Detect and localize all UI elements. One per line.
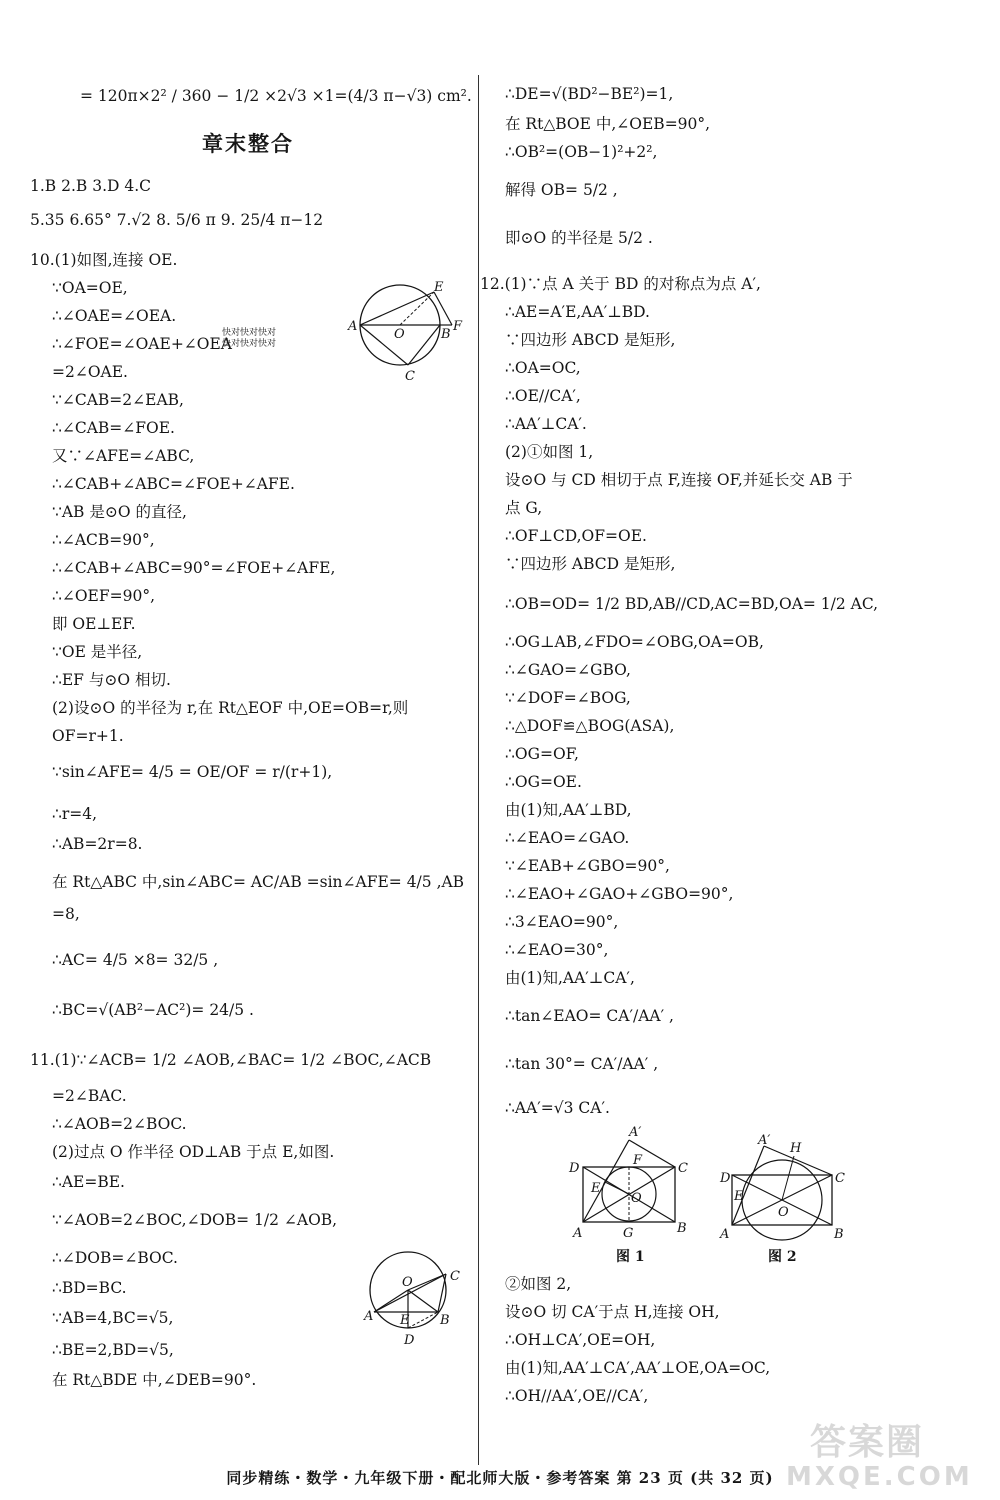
figure-2-caption: 图 2	[768, 1249, 797, 1265]
answer-line: ∴OA=OC,	[505, 359, 581, 377]
answer-line: (2)过点 O 作半径 OD⊥AB 于点 E,如图.	[52, 1143, 335, 1161]
answer-line: ∴OH⊥CA′,OE=OH,	[505, 1331, 656, 1349]
point-label: A	[348, 319, 358, 334]
answer-line: ∴OB=OD= 1/2 BD,AB//CD,AC=BD,OA= 1/2 AC,	[505, 595, 879, 613]
answer-line: (2)设⊙O 的半径为 r,在 Rt△EOF 中,OE=OB=r,则	[52, 699, 409, 717]
answer-line: ∵AB 是⊙O 的直径,	[52, 503, 187, 521]
answer-line: 在 Rt△BOE 中,∠OEB=90°,	[505, 115, 711, 133]
point-label: C	[450, 1269, 460, 1284]
answer-line: ∴OH//AA′,OE//CA′,	[505, 1387, 649, 1405]
answer-line: ∴∠EAO=30°,	[505, 941, 609, 959]
point-label: E	[591, 1181, 601, 1196]
circle-chord-figure	[360, 1250, 470, 1355]
answer-line: ∵sin∠AFE= 4/5 = OE/OF = r/(r+1),	[52, 763, 333, 781]
answer-line: =2∠BAC.	[52, 1087, 127, 1105]
answer-line: ∴OE//CA′,	[505, 387, 581, 405]
site-watermark	[772, 1414, 982, 1494]
point-label: A	[720, 1227, 730, 1242]
watermark-url: MXQE.COM	[786, 1462, 973, 1492]
answer-line: ∴∠GAO=∠GBO,	[505, 661, 631, 679]
point-label: A′	[629, 1125, 642, 1140]
answer-line: ∵四边形 ABCD 是矩形,	[505, 555, 676, 573]
answer-line: 由(1)知,AA′⊥CA′,	[505, 969, 635, 987]
answer-line: ∴∠DOB=∠BOC.	[52, 1249, 178, 1267]
point-label: F	[633, 1153, 643, 1168]
answer-line: ②如图 2,	[505, 1275, 572, 1293]
point-label: B	[834, 1227, 844, 1242]
answer-line: ∵∠CAB=2∠EAB,	[52, 391, 184, 409]
answer-line: 在 Rt△BDE 中,∠DEB=90°.	[52, 1371, 257, 1389]
answer-line: 点 G,	[505, 499, 543, 517]
point-label: C	[835, 1171, 845, 1186]
column-divider	[478, 75, 479, 1465]
figure-1-rectangle-circle	[565, 1122, 700, 1242]
answer-line: 5.35 6.65° 7.√2 8. 5/6 π 9. 25/4 π−12	[30, 211, 324, 229]
point-label: B	[677, 1221, 687, 1236]
answer-line: ∴△DOF≌△BOG(ASA),	[505, 717, 675, 735]
answer-line: ∵∠DOF=∠BOG,	[505, 689, 631, 707]
answer-line: ∴∠CAB+∠ABC=90°=∠FOE+∠AFE,	[52, 559, 336, 577]
answer-line: ∴OG⊥AB,∠FDO=∠OBG,OA=OB,	[505, 633, 764, 651]
page-footer: 同步精练・数学・九年级下册・配北师大版・参考答案 第 23 页 (共 32 页)	[226, 1469, 774, 1487]
point-label: G	[623, 1226, 634, 1241]
answer-line: ∴∠CAB+∠ABC=∠FOE+∠AFE.	[52, 475, 295, 493]
answer-line: ∴AA′⊥CA′.	[505, 415, 587, 433]
circle-tangent-figure	[340, 280, 470, 385]
answer-line: 由(1)知,AA′⊥BD,	[505, 801, 632, 819]
answer-line: ∴DE=√(BD²−BE²)=1,	[505, 85, 674, 103]
answer-line: ∴∠EAO=∠GAO.	[505, 829, 630, 847]
answer-line: ∴r=4,	[52, 805, 98, 823]
answer-line: ∴∠EAO+∠GAO+∠GBO=90°,	[505, 885, 734, 903]
answer-line: 又∵∠AFE=∠ABC,	[52, 447, 195, 465]
answer-line: 12.(1)∵点 A 关于 BD 的对称点为点 A′,	[480, 275, 761, 293]
point-label: O	[394, 327, 405, 342]
point-label: A	[573, 1226, 583, 1241]
answer-line: ∴BE=2,BD=√5,	[52, 1341, 174, 1359]
answer-line: ∴EF 与⊙O 相切.	[52, 671, 171, 689]
point-label: H	[790, 1141, 802, 1156]
point-label: E	[734, 1189, 744, 1204]
section-title: 章末整合	[202, 131, 294, 156]
point-label: O	[778, 1205, 789, 1220]
point-label: E	[434, 280, 444, 295]
point-label: D	[569, 1161, 580, 1176]
answer-line: ∴tan∠EAO= CA′/AA′ ,	[505, 1007, 674, 1025]
answer-line: ∴BC=√(AB²−AC²)= 24/5 .	[52, 1001, 254, 1019]
answer-line: ∵OA=OE,	[52, 279, 128, 297]
answer-line: (2)①如图 1,	[505, 443, 594, 461]
point-label: C	[405, 369, 415, 384]
answer-line: ∴∠OEF=90°,	[52, 587, 156, 605]
answer-line: ∴OF⊥CD,OF=OE.	[505, 527, 647, 545]
answer-line: ∴∠OAE=∠OEA.	[52, 307, 177, 325]
answer-line: 即 OE⊥EF.	[52, 615, 136, 633]
answer-line: 解得 OB= 5/2 ,	[505, 181, 618, 199]
answer-line: ∵AB=4,BC=√5,	[52, 1309, 174, 1327]
answer-line: ∴tan 30°= CA′/AA′ ,	[505, 1055, 659, 1073]
point-label: A	[364, 1309, 374, 1324]
answer-line: ∴∠AOB=2∠BOC.	[52, 1115, 187, 1133]
answer-line: ∴∠CAB=∠FOE.	[52, 419, 175, 437]
answer-line: ∴∠FOE=∠OAE+∠OEA	[52, 335, 233, 353]
answer-line: ∴AC= 4/5 ×8= 32/5 ,	[52, 951, 219, 969]
formula-line: = 120π×2² / 360 − 1/2 ×2√3 ×1=(4/3 π−√3) cm².	[80, 87, 472, 105]
point-label: A′	[758, 1133, 771, 1148]
answer-line: ∴OB²=(OB−1)²+2²,	[505, 143, 658, 161]
point-label: F	[453, 319, 463, 334]
answer-line: ∴3∠EAO=90°,	[505, 913, 619, 931]
answer-line: 即⊙O 的半径是 5/2 .	[505, 229, 653, 247]
answer-line: 设⊙O 与 CD 相切于点 F,连接 OF,并延长交 AB 于	[505, 471, 853, 489]
answer-line: ∵OE 是半径,	[52, 643, 143, 661]
answer-line: ∴OG=OF,	[505, 745, 579, 763]
answer-line: ∴AE=BE.	[52, 1173, 125, 1191]
answer-line: =8,	[52, 905, 80, 923]
answer-line: ∴BD=BC.	[52, 1279, 127, 1297]
answer-line: ∴AA′=√3 CA′.	[505, 1099, 610, 1117]
answer-line: ∴AB=2r=8.	[52, 835, 143, 853]
answer-line: ∴OG=OE.	[505, 773, 582, 791]
point-label: B	[440, 1313, 450, 1328]
figure-1-caption: 图 1	[616, 1249, 645, 1265]
point-label: D	[720, 1171, 731, 1186]
answer-line: OF=r+1.	[52, 727, 124, 745]
point-label: E	[400, 1313, 410, 1328]
scan-overlay-text: 快对快对快对 快对快对快对	[222, 328, 277, 349]
answer-line: 设⊙O 切 CA′于点 H,连接 OH,	[505, 1303, 720, 1321]
point-label: B	[441, 327, 451, 342]
answer-line: 1.B 2.B 3.D 4.C	[30, 177, 152, 195]
answer-line: ∵四边形 ABCD 是矩形,	[505, 331, 676, 349]
figure-2-rectangle-circle	[712, 1130, 862, 1242]
answer-line: 11.(1)∵∠ACB= 1/2 ∠AOB,∠BAC= 1/2 ∠BOC,∠ACB	[30, 1051, 432, 1069]
point-label: D	[404, 1333, 415, 1348]
answer-line: 在 Rt△ABC 中,sin∠ABC= AC/AB =sin∠AFE= 4/5 ,AB	[52, 873, 465, 891]
answer-line: ∴AE=A′E,AA′⊥BD.	[505, 303, 650, 321]
watermark-logo: 答案圈	[810, 1422, 925, 1463]
point-label: O	[631, 1191, 642, 1206]
answer-line: ∵∠EAB+∠GBO=90°,	[505, 857, 670, 875]
point-label: C	[678, 1161, 688, 1176]
answer-line: 10.(1)如图,连接 OE.	[30, 251, 178, 269]
answer-line: ∴∠ACB=90°,	[52, 531, 155, 549]
point-label: O	[402, 1275, 413, 1290]
answer-line: ∵∠AOB=2∠BOC,∠DOB= 1/2 ∠AOB,	[52, 1211, 338, 1229]
answer-line: =2∠OAE.	[52, 363, 128, 381]
answer-line: 由(1)知,AA′⊥CA′,AA′⊥OE,OA=OC,	[505, 1359, 771, 1377]
